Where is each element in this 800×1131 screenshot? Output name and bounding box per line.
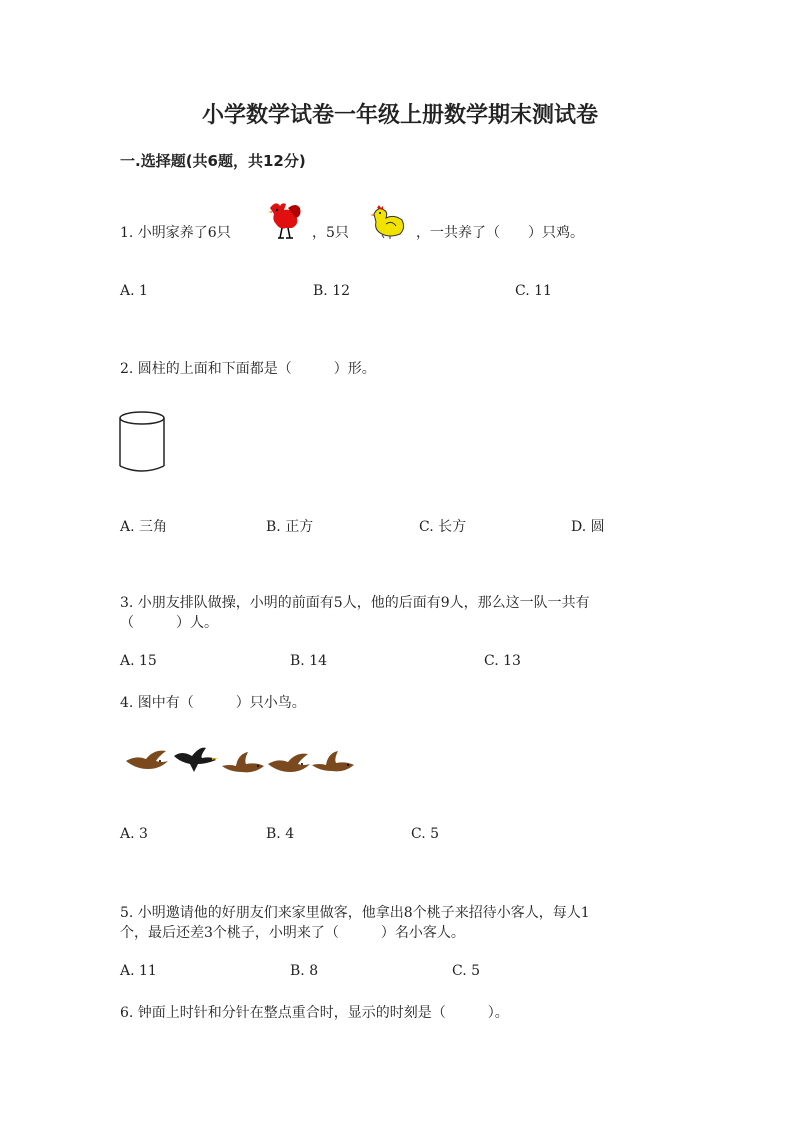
question-1-text-a: 1. 小明家养了6只	[120, 225, 231, 241]
option-b[interactable]: B. 8	[290, 963, 319, 979]
option-a[interactable]: A. 三角	[120, 519, 168, 535]
bird-icon	[266, 750, 312, 776]
rooster-icon	[262, 198, 304, 240]
question-4-text: 4. 图中有（ ）只小鸟。	[120, 695, 306, 711]
option-c[interactable]: C. 11	[515, 283, 552, 299]
option-a[interactable]: A. 15	[120, 653, 157, 669]
option-b[interactable]: B. 4	[266, 826, 295, 842]
bird-icon	[124, 747, 170, 773]
bird-icon	[220, 750, 266, 776]
bird-icon	[172, 744, 218, 774]
option-b[interactable]: B. 12	[313, 283, 351, 299]
option-a[interactable]: A. 1	[120, 283, 148, 299]
option-a[interactable]: A. 11	[120, 963, 157, 979]
option-a[interactable]: A. 3	[120, 826, 148, 842]
question-3-text-line2: （ ）人。	[120, 615, 218, 631]
question-2-text: 2. 圆柱的上面和下面都是（ ）形。	[120, 361, 376, 377]
page-title: 小学数学试卷一年级上册数学期末测试卷	[201, 103, 598, 128]
bird-icon	[310, 749, 356, 775]
option-c[interactable]: C. 13	[484, 653, 521, 669]
option-c[interactable]: C. 5	[452, 963, 481, 979]
option-b[interactable]: B. 14	[290, 653, 328, 669]
question-5-text-line1: 5. 小明邀请他的好朋友们来家里做客，他拿出8个桃子来招待小客人，每人1	[120, 905, 590, 921]
option-d[interactable]: D. 圆	[571, 519, 605, 535]
option-b[interactable]: B. 正方	[266, 519, 314, 535]
cylinder-icon	[118, 410, 168, 474]
hen-icon	[368, 204, 408, 240]
question-1-text-b: ，5只	[312, 225, 349, 241]
section-heading: 一.选择题(共6题，共12分)	[120, 152, 306, 170]
option-c[interactable]: C. 5	[411, 826, 440, 842]
option-c[interactable]: C. 长方	[419, 519, 467, 535]
question-5-text-line2: 个，最后还差3个桃子，小明来了（ ）名小客人。	[120, 925, 465, 941]
question-1-text-c: ，一共养了（ ）只鸡。	[416, 225, 584, 241]
question-3-text-line1: 3. 小朋友排队做操，小明的前面有5人，他的后面有9人，那么这一队一共有	[120, 595, 590, 611]
question-6-text: 6. 钟面上时针和分针在整点重合时，显示的时刻是（ ）。	[120, 1005, 509, 1021]
